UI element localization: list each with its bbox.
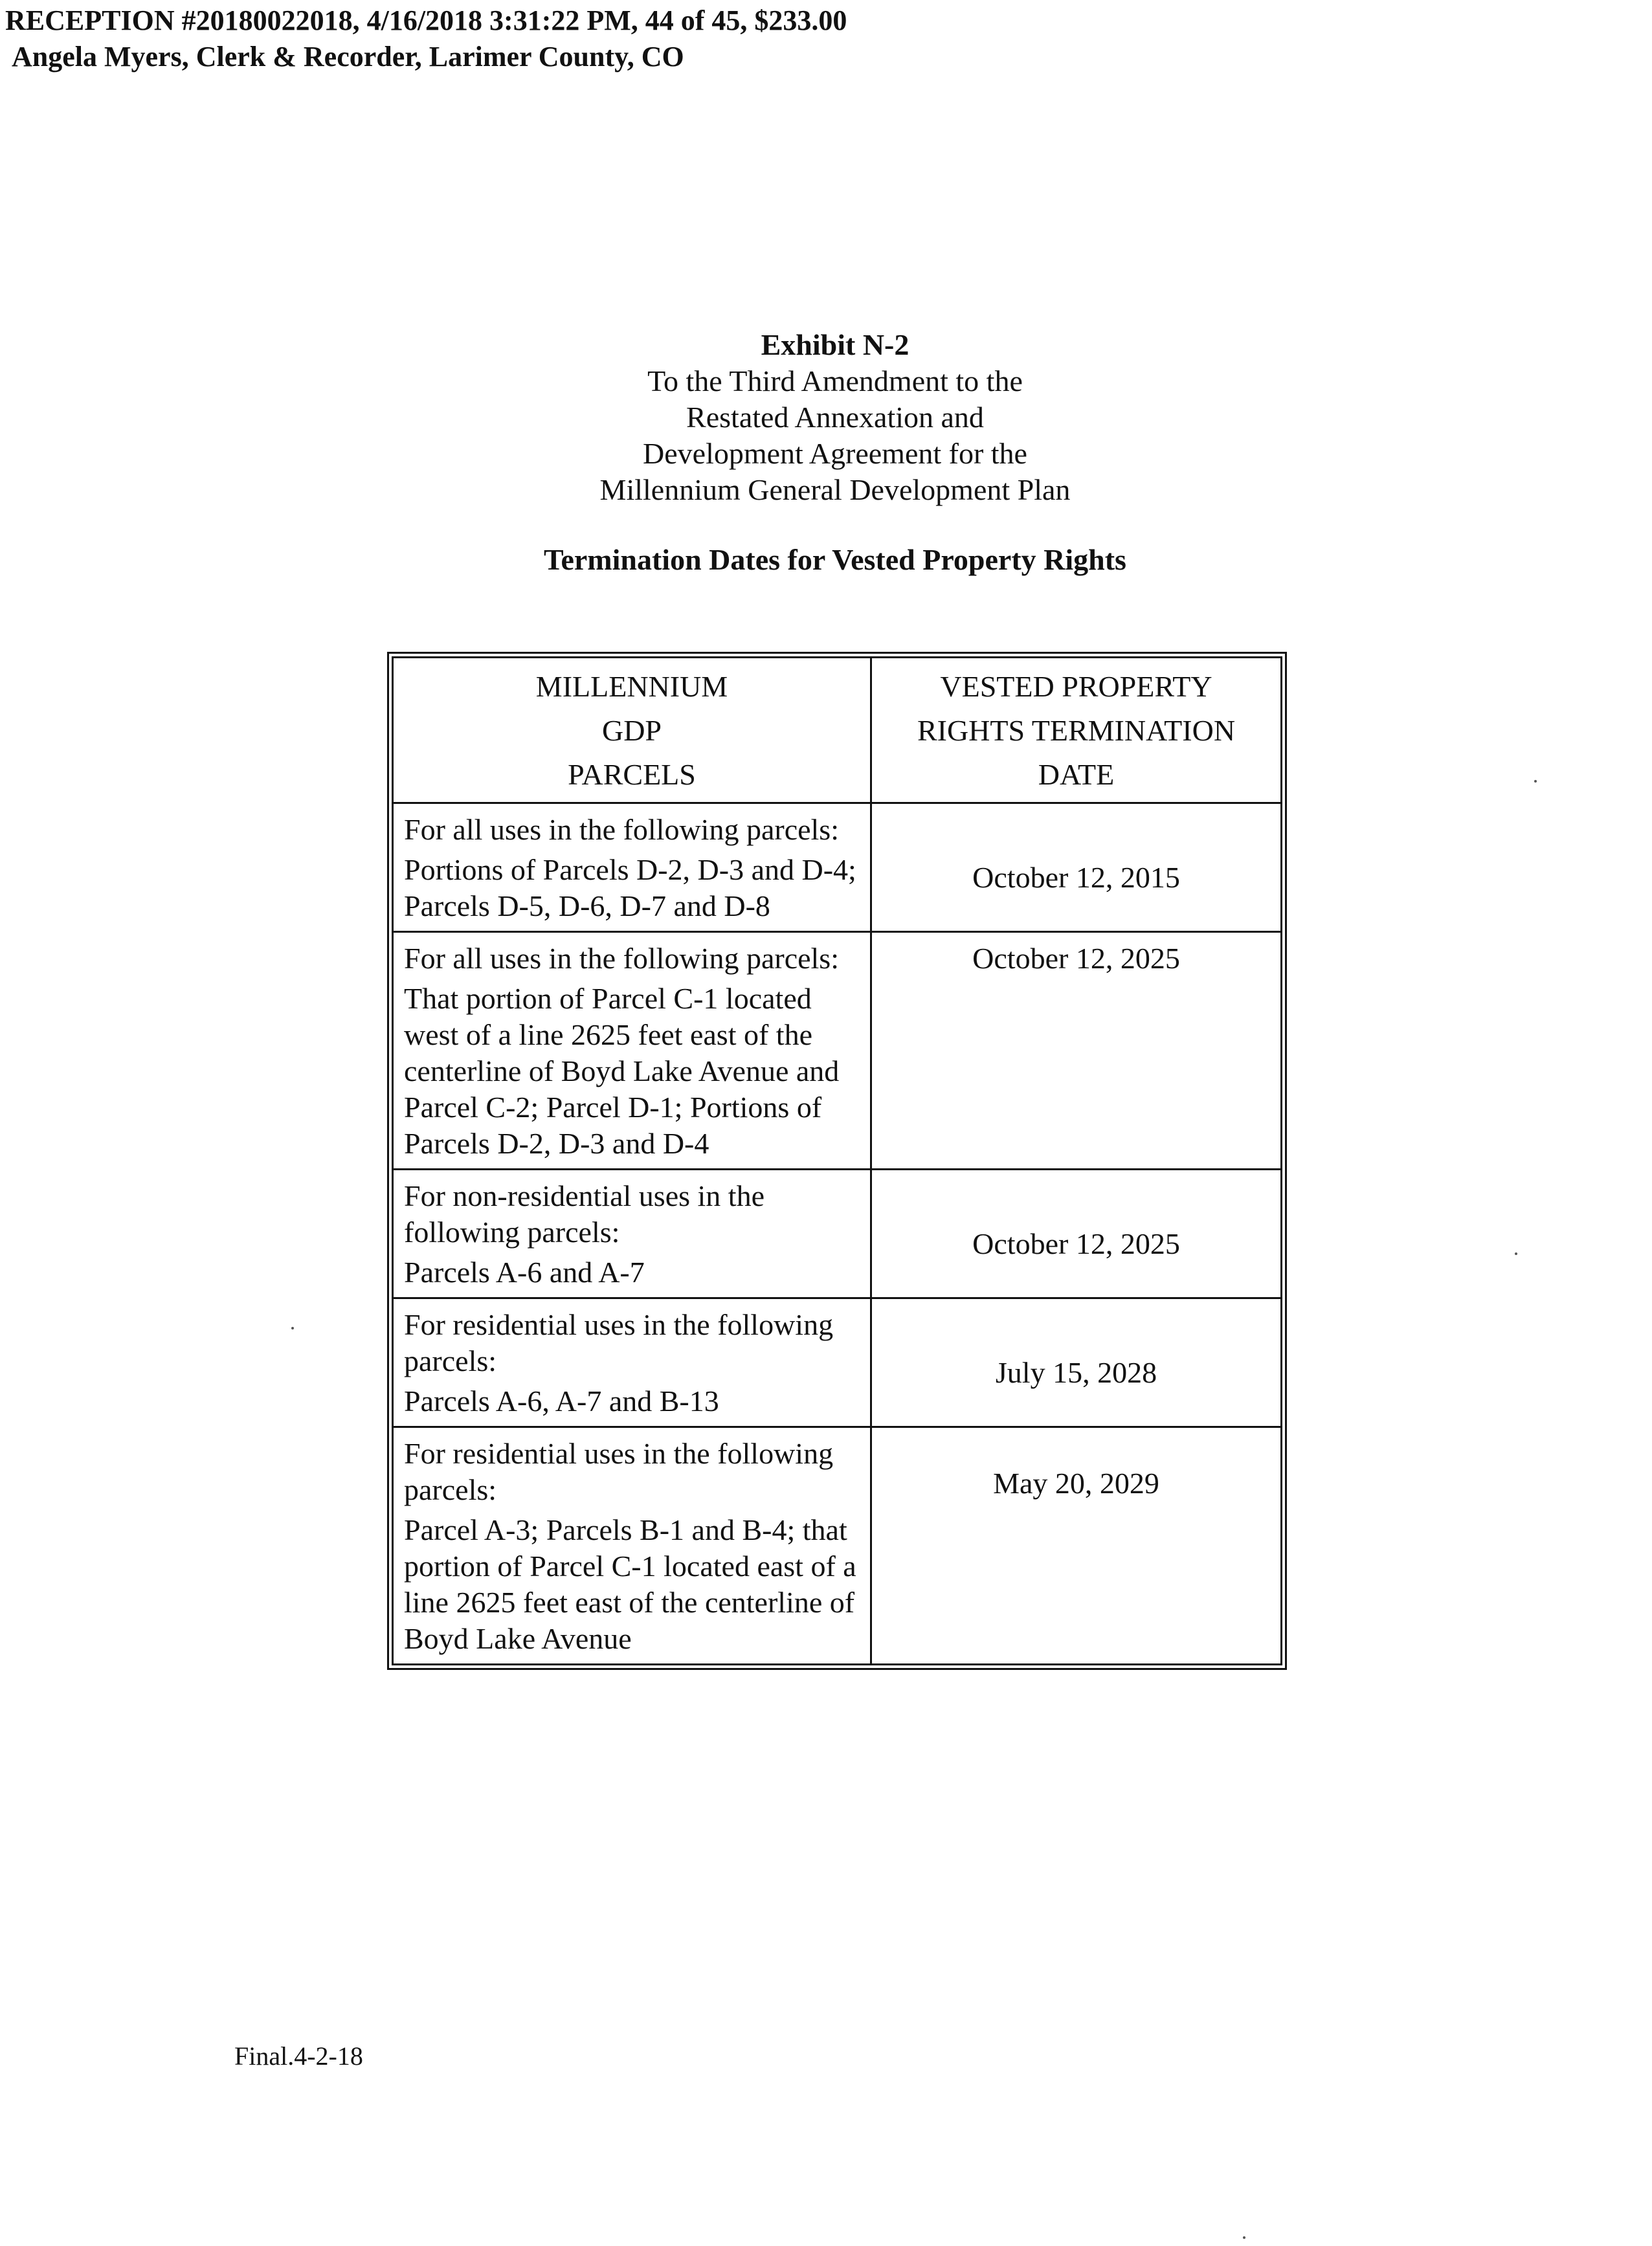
heading-line: Millennium General Development Plan — [599, 473, 1071, 506]
parcels-cell — [393, 1427, 871, 1665]
document-heading — [388, 327, 1282, 578]
table-row — [393, 1170, 1282, 1298]
parcels-list: Parcels A-6, A-7 and B-13 — [404, 1384, 719, 1418]
date-cell — [871, 1298, 1282, 1427]
date-cell — [871, 932, 1282, 1170]
termination-date: October 12, 2025 — [972, 942, 1180, 975]
recording-stamp-line1: RECEPTION #20180022018, 4/16/2018 3:31:22 PM, 44 of 45, $233.00 — [5, 5, 847, 36]
header-line: MILLENNIUM — [535, 670, 728, 703]
parcels-cell — [393, 932, 871, 1170]
termination-dates-table-frame — [387, 652, 1287, 1670]
table-row — [393, 1427, 1282, 1665]
termination-date: May 20, 2029 — [993, 1467, 1159, 1500]
column-header-date — [871, 658, 1282, 803]
termination-date: October 12, 2015 — [972, 861, 1180, 894]
parcels-list: That portion of Parcel C-1 located west of a line 2625 feet east of the centerline of Boyd Lake Avenue and Parcel C-2; Parcel D-1; Portions of Parcels D-2, D-3 and D-4 — [404, 982, 840, 1160]
date-cell — [871, 1170, 1282, 1298]
header-line: RIGHTS TERMINATION — [917, 714, 1236, 747]
table-row — [393, 1298, 1282, 1427]
parcels-intro: For all uses in the following parcels: — [404, 942, 839, 975]
parcels-intro: For residential uses in the following parcels: — [404, 1437, 834, 1506]
recording-stamp — [5, 3, 847, 75]
termination-dates-table — [392, 656, 1282, 1665]
heading-line: Development Agreement for the — [643, 437, 1027, 470]
column-header-parcels — [393, 658, 871, 803]
parcels-cell — [393, 803, 871, 932]
table-row — [393, 932, 1282, 1170]
parcels-intro: For all uses in the following parcels: — [404, 813, 839, 846]
parcels-intro: For residential uses in the following parcels: — [404, 1308, 834, 1377]
heading-line: To the Third Amendment to the — [647, 364, 1023, 397]
parcels-cell — [393, 1170, 871, 1298]
parcels-list: Parcels A-6 and A-7 — [404, 1256, 645, 1289]
parcels-list: Portions of Parcels D-2, D-3 and D-4; Parcels D-5, D-6, D-7 and D-8 — [404, 853, 856, 922]
scan-speck — [1534, 780, 1537, 783]
heading-line: Restated Annexation and — [686, 401, 984, 434]
scan-speck — [1243, 2236, 1245, 2239]
termination-date: July 15, 2028 — [995, 1356, 1157, 1389]
header-line: PARCELS — [568, 758, 696, 791]
document-subtitle: Termination Dates for Vested Property Rights — [544, 543, 1126, 576]
termination-date: October 12, 2025 — [972, 1227, 1180, 1260]
recording-stamp-line2: Angela Myers, Clerk & Recorder, Larimer County, CO — [12, 41, 684, 72]
scan-speck — [1515, 1252, 1517, 1255]
header-line: VESTED PROPERTY — [940, 670, 1212, 703]
header-line: DATE — [1038, 758, 1115, 791]
parcels-intro: For non-residential uses in the following parcels: — [404, 1179, 765, 1249]
parcels-cell — [393, 1298, 871, 1427]
header-line: GDP — [601, 714, 662, 747]
document-footer: Final.4-2-18 — [234, 2041, 363, 2071]
table-header-row — [393, 658, 1282, 803]
parcels-list: Parcel A-3; Parcels B-1 and B-4; that portion of Parcel C-1 located east of a line 2625 feet east of the centerline of Boyd Lake Avenue — [404, 1513, 856, 1655]
date-cell — [871, 1427, 1282, 1665]
scan-speck — [291, 1327, 294, 1329]
table-row — [393, 803, 1282, 932]
exhibit-title: Exhibit N-2 — [761, 328, 910, 361]
date-cell — [871, 803, 1282, 932]
